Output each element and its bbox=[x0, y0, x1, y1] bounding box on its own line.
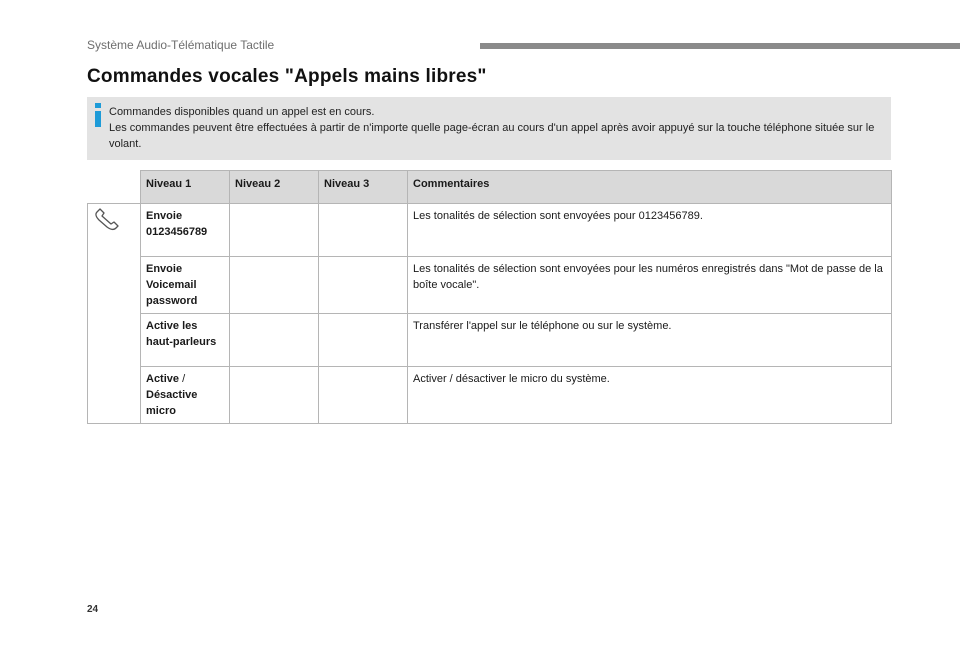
info-text bbox=[109, 104, 884, 152]
comment-cell: Transférer l'appel sur le téléphone ou sur le système. bbox=[408, 314, 892, 367]
level2-cell bbox=[230, 314, 319, 367]
icon-column-header bbox=[88, 171, 141, 204]
level1-cell: Active les haut-parleurs bbox=[141, 314, 230, 367]
column-header-level1: Niveau 1 bbox=[141, 171, 230, 204]
running-header: Système Audio-Télématique Tactile bbox=[87, 38, 275, 52]
page-title: Commandes vocales "Appels mains libres" bbox=[87, 66, 487, 87]
level1-deactivate: Désactive micro bbox=[146, 389, 198, 417]
info-line-1: Commandes disponibles quand un appel est en cours. bbox=[109, 106, 375, 118]
level3-cell bbox=[319, 314, 408, 367]
level1-active: Active bbox=[146, 373, 180, 385]
column-header-level3: Niveau 3 bbox=[319, 171, 408, 204]
icon-cell bbox=[88, 204, 141, 424]
info-icon bbox=[94, 103, 102, 125]
level1-separator: / bbox=[179, 373, 186, 385]
table-row bbox=[88, 367, 892, 424]
level3-cell bbox=[319, 204, 408, 257]
header-rule bbox=[480, 43, 960, 49]
level3-cell bbox=[319, 367, 408, 424]
comment-cell: Activer / désactiver le micro du système. bbox=[408, 367, 892, 424]
table-header-row bbox=[88, 171, 892, 204]
commands-table bbox=[87, 170, 892, 424]
info-box bbox=[87, 97, 891, 160]
level2-cell bbox=[230, 257, 319, 314]
phone-handset-icon bbox=[93, 208, 123, 232]
column-header-level2: Niveau 2 bbox=[230, 171, 319, 204]
comment-cell: Les tonalités de sélection sont envoyées pour 0123456789. bbox=[408, 204, 892, 257]
level2-cell bbox=[230, 204, 319, 257]
info-line-2: Les commandes peuvent être effectuées à partir de n'importe quelle page-écran au cours d'un appel après avoir appuyé sur la touche téléphone située sur le volant. bbox=[109, 122, 875, 150]
level1-cell: Envoie Voicemail password bbox=[141, 257, 230, 314]
level1-cell bbox=[141, 367, 230, 424]
table-row bbox=[88, 257, 892, 314]
table-row bbox=[88, 204, 892, 257]
column-header-comments: Commentaires bbox=[408, 171, 892, 204]
level1-cell: Envoie 0123456789 bbox=[141, 204, 230, 257]
level3-cell bbox=[319, 257, 408, 314]
table-row bbox=[88, 314, 892, 367]
level2-cell bbox=[230, 367, 319, 424]
page-number: 24 bbox=[87, 604, 99, 615]
comment-cell: Les tonalités de sélection sont envoyées pour les numéros enregistrés dans "Mot de passe de la boîte vocale". bbox=[408, 257, 892, 314]
